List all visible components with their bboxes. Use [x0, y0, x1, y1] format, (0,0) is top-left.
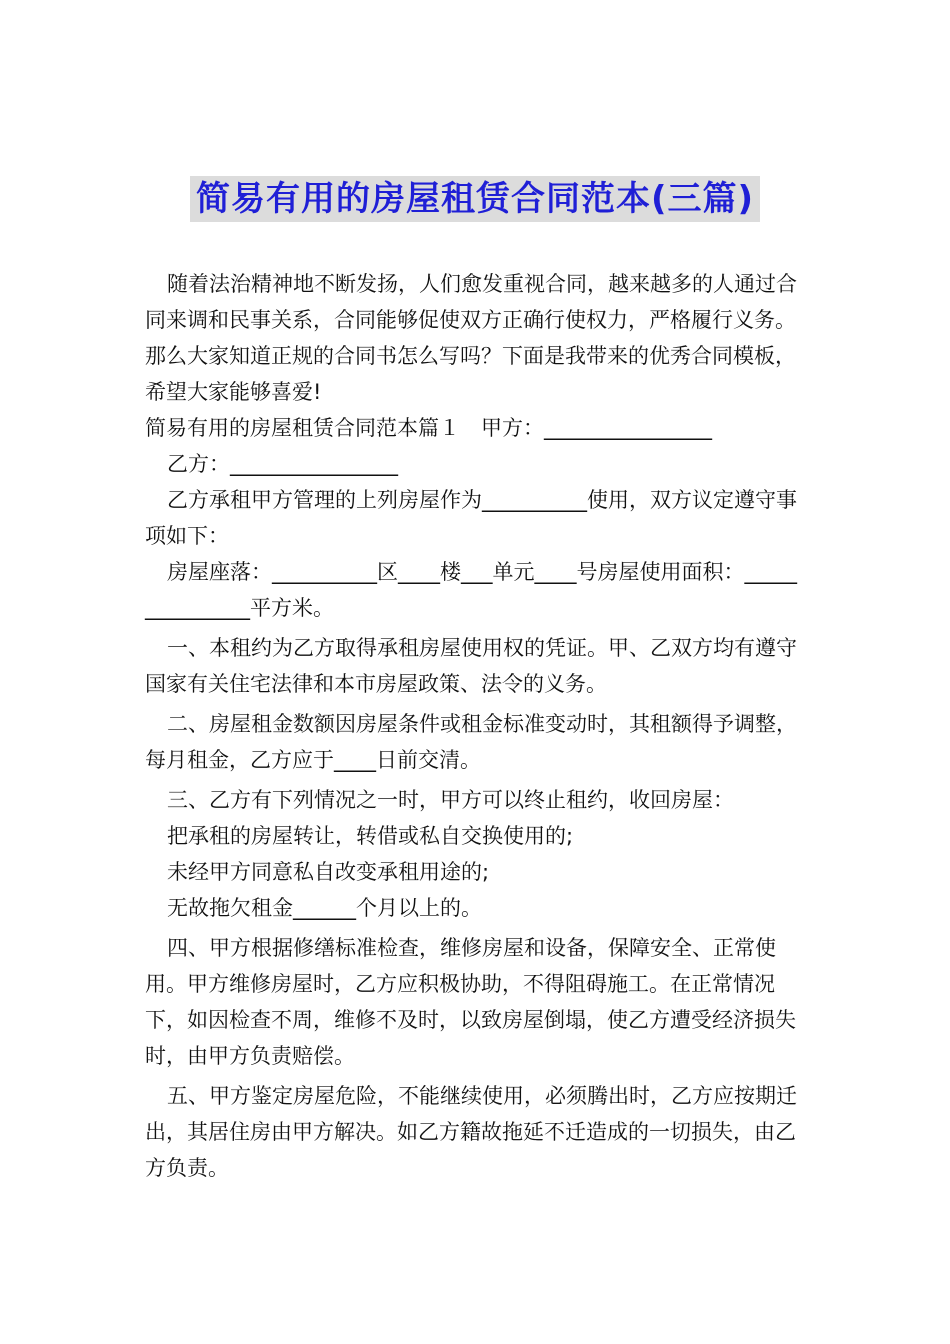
intro-paragraph: 随着法治精神地不断发扬，人们愈发重视合同，越来越多的人通过合同来调和民事关系，合同能够促使双方正确行使权力，严格履行义务。那么大家知道正规的合同书怎么写吗？下面是我带来的优秀合同模板，希望大家能够喜爱!	[145, 272, 797, 404]
clause-2: 二、房屋租金数额因房屋条件或租金标准变动时，其租额得予调整，每月租金，乙方应于____日前交清。	[145, 712, 797, 772]
clause-3: 三、乙方有下列情况之一时，甲方可以终止租约，收回房屋：	[167, 788, 734, 812]
section-heading-party-a: 简易有用的房屋租赁合同范本篇１ 甲方：________________	[145, 416, 712, 440]
clause-3-item-2: 未经甲方同意私自改变承租用途的;	[167, 860, 490, 884]
clause-3-item-3: 无故拖欠租金______个月以上的。	[167, 896, 482, 920]
title-container	[0, 176, 950, 222]
document-title: 简易有用的房屋租赁合同范本(三篇)	[190, 176, 760, 222]
clause-1: 一、本租约为乙方取得承租房屋使用权的凭证。甲、乙双方均有遵守国家有关住宅法律和本市房屋政策、法令的义务。	[145, 636, 797, 696]
clause-3-item-1: 把承租的房屋转让，转借或私自交换使用的;	[167, 824, 574, 848]
usage-paragraph: 乙方承租甲方管理的上列房屋作为__________使用，双方议定遵守事项如下：	[145, 488, 797, 548]
clause-4: 四、甲方根据修缮标准检查，维修房屋和设备，保障安全、正常使用。甲方维修房屋时，乙方应积极协助，不得阻碍施工。在正常情况下，如因检查不周，维修不及时，以致房屋倒塌，使乙方遭受经济损失时，由甲方负责赔偿。	[145, 936, 796, 1068]
document-body	[145, 266, 807, 1186]
party-b-line: 乙方：________________	[167, 452, 398, 476]
location-paragraph: 房屋座落：__________区____楼___单元____号房屋使用面积：_______________平方米。	[145, 560, 797, 620]
clause-5: 五、甲方鉴定房屋危险，不能继续使用，必须腾出时，乙方应按期迁出，其居住房由甲方解决。如乙方籍故拖延不迁造成的一切损失，由乙方负责。	[145, 1084, 797, 1180]
